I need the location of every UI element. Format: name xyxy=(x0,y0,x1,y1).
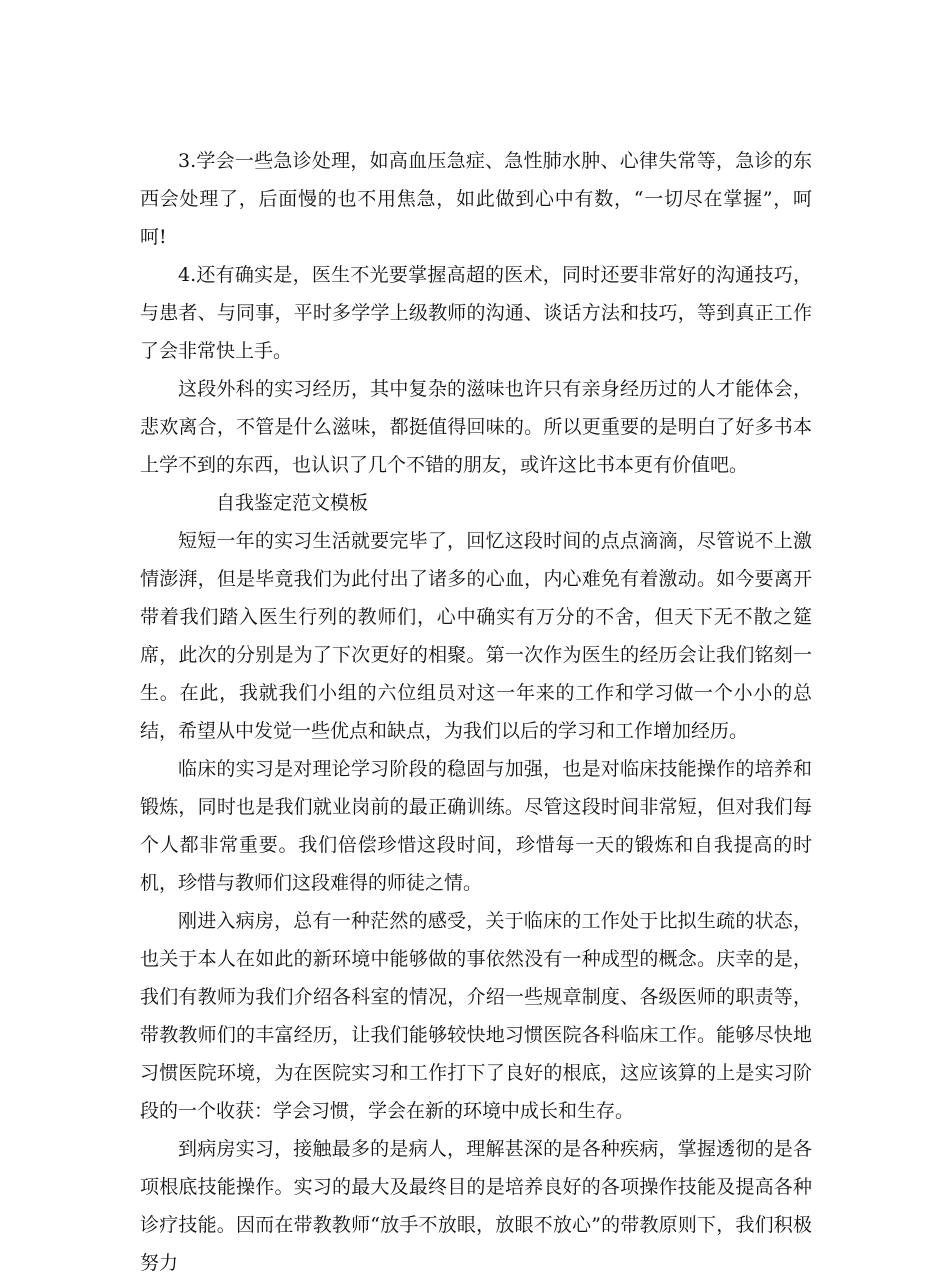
paragraph-ward-practice: 到病房实习，接触最多的是病人，理解甚深的是各种疾病，掌握透彻的是各项根底技能操作。实习的最大及最终目的是培养良好的各项操作技能及提高各种诊疗技能。因而在带教教师“放手不放眼，放眼不放心”的带教原则下，我们积极努力 xyxy=(140,1138,812,1274)
document-body xyxy=(140,142,812,1282)
paragraph-surgery-reflection: 这段外科的实习经历，其中复杂的滋味也许只有亲身经历过的人才能体会，悲欢离合，不管是什么滋味，都挺值得回味的。所以更重要的是明白了好多书本上学不到的东西，也认识了几个不错的朋友，或许这比书本更有价值吧。 xyxy=(140,378,812,476)
paragraph-clinical-practice: 临床的实习是对理论学习阶段的稳固与加强，也是对临床技能操作的培养和锻炼，同时也是我们就业岗前的最正确训练。尽管这段时间非常短，但对我们每个人都非常重要。我们倍偿珍惜这段时间，珍惜每一天的锻炼和自我提高的时机，珍惜与教师们这段难得的师徒之情。 xyxy=(140,758,812,894)
paragraph-communication-skills: 4.还有确实是，医生不光要掌握高超的医术，同时还要非常好的沟通技巧，与患者、与同事，平时多学学上级教师的沟通、谈话方法和技巧，等到真正工作了会非常快上手。 xyxy=(140,264,812,362)
paragraph-internship-summary: 短短一年的实习生活就要完毕了，回忆这段时间的点点滴滴，尽管说不上激情澎湃，但是毕竟我们为此付出了诸多的心血，内心难免有着激动。如今要离开带着我们踏入医生行列的教师们，心中确实有万分的不舍，但天下无不散之筵席，此次的分别是为了下次更好的相聚。第一次作为医生的经历会让我们铭刻一生。在此，我就我们小组的六位组员对这一年来的工作和学习做一个小小的总结，希望从中发觉一些优点和缺点，为我们以后的学习和工作增加经历。 xyxy=(140,530,812,742)
paragraph-emergency-skills: 3.学会一些急诊处理，如高血压急症、急性肺水肿、心律失常等，急诊的东西会处理了，后面慢的也不用焦急，如此做到心中有数，“一切尽在掌握”，呵呵! xyxy=(140,150,812,248)
section-title: 自我鉴定范文模板 xyxy=(216,492,369,514)
paragraph-ward-adaptation: 刚进入病房，总有一种茫然的感受，关于临床的工作处于比拟生疏的状态，也关于本人在如此的新环境中能够做的事依然没有一种成型的概念。庆幸的是，我们有教师为我们介绍各科室的情况，介绍一些规章制度、各级医师的职责等，带教教师们的丰富经历，让我们能够较快地习惯医院各科临床工作。能够尽快地习惯医院环境，为在医院实习和工作打下了良好的根底，这应该算的上是实习阶段的一个收获：学会习惯，学会在新的环境中成长和生存。 xyxy=(140,910,812,1122)
